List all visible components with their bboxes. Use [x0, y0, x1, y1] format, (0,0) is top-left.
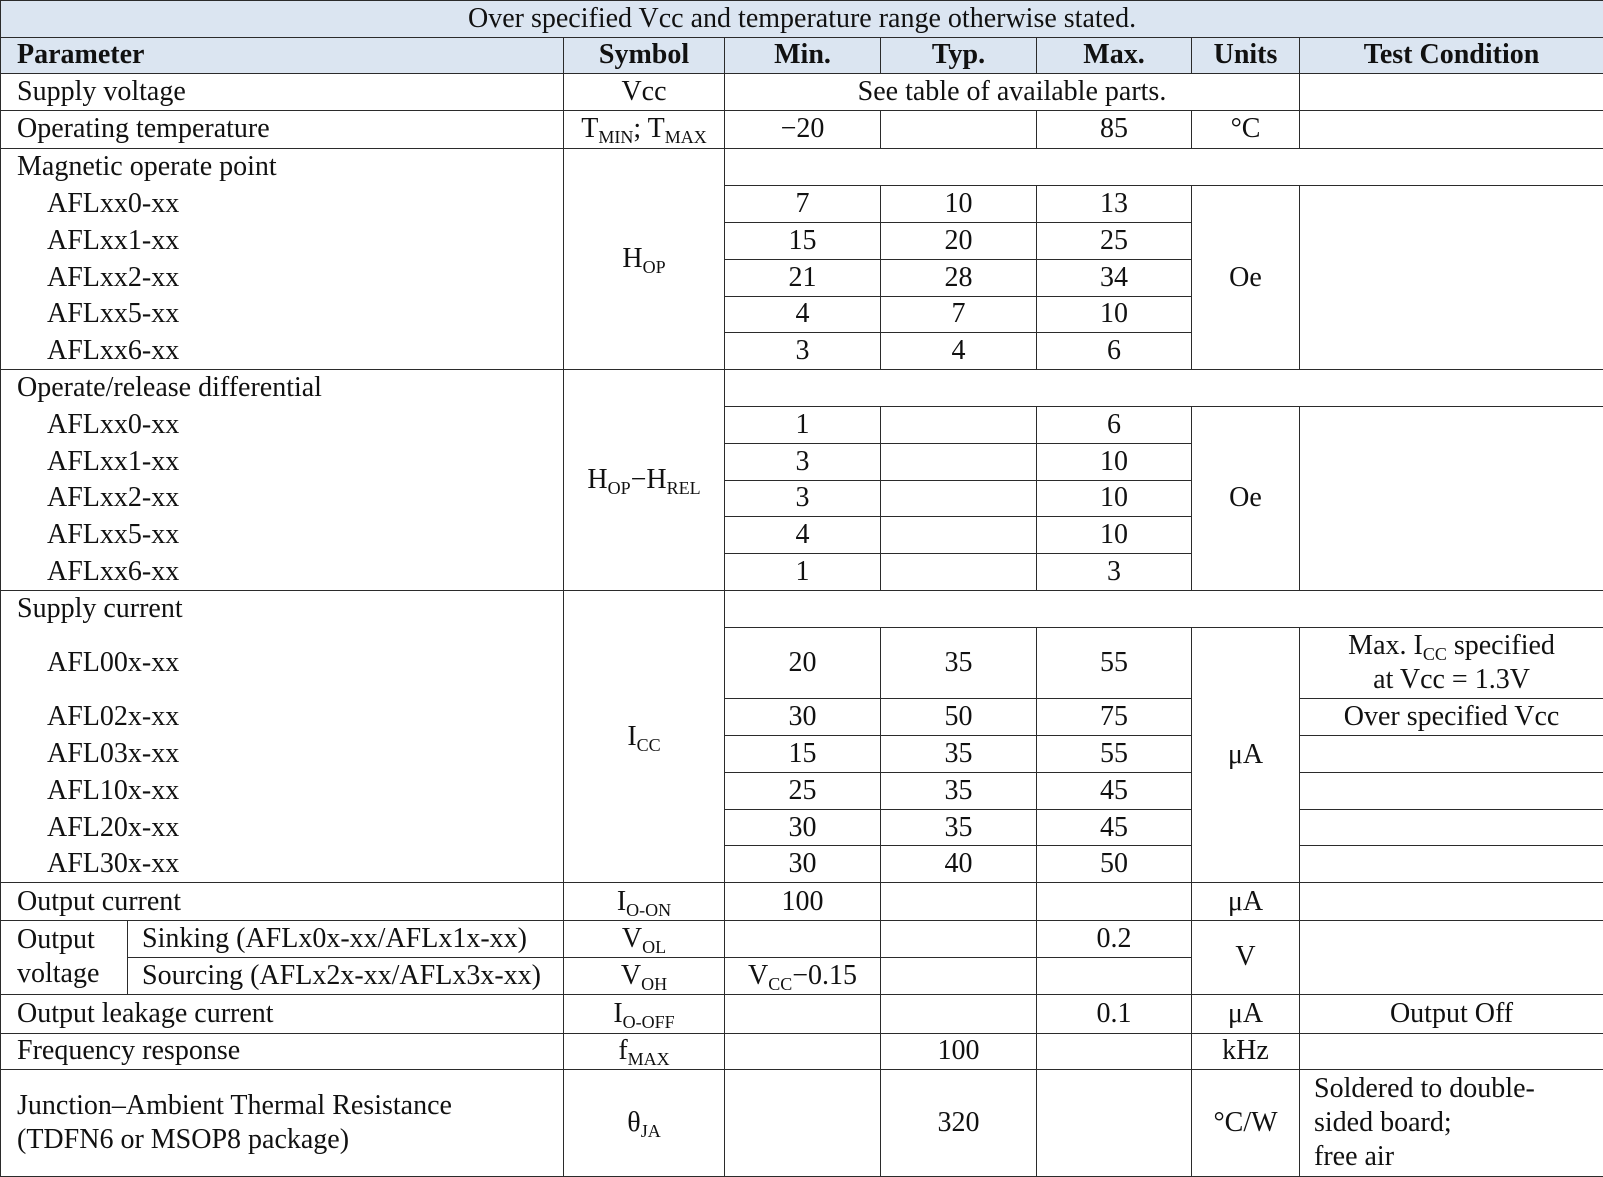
part-name: AFL00x-xx — [1, 627, 564, 699]
param-output-leakage-current: Output leakage current — [1, 994, 564, 1033]
value-typ: 7 — [881, 296, 1037, 333]
table-row — [1, 1033, 1603, 1070]
header-typ: Typ. — [881, 37, 1037, 73]
table-caption: Over specified Vcc and temperature range otherwise stated. — [1, 1, 1603, 38]
test-condition-over-vcc: Over specified Vcc — [1300, 699, 1603, 736]
value-max: 10 — [1037, 517, 1192, 554]
value-max: 13 — [1037, 186, 1192, 223]
part-name: AFLxx0-xx — [1, 186, 564, 223]
param-frequency-response: Frequency response — [1, 1033, 564, 1070]
empty-cell — [1037, 1070, 1192, 1177]
param-operating-temperature: Operating temperature — [1, 110, 564, 149]
symbol-theta-ja: $\theta_{JA}$ — [564, 1070, 725, 1177]
value-max: 50 — [1037, 846, 1192, 883]
table-row — [1, 149, 1603, 186]
value-max: 85 — [1037, 110, 1192, 149]
value-min: 100 — [725, 883, 881, 921]
part-name: AFLxx6-xx — [1, 554, 564, 591]
table-row — [1, 370, 1603, 407]
param-sinking: Sinking (AFLx0x-xx/AFLx1x-xx) — [128, 921, 564, 958]
table-row — [1, 736, 1603, 773]
test-condition-soldered: Soldered to double- sided board; free air — [1300, 1070, 1603, 1177]
value-typ: 35 — [881, 736, 1037, 773]
value-min: 20 — [725, 627, 881, 699]
part-name: AFL02x-xx — [1, 699, 564, 736]
symbol-voh: $V_{OH}$ — [564, 957, 725, 994]
units-microamp: μA — [1192, 627, 1300, 883]
empty-cell — [1300, 883, 1603, 921]
value-max: 10 — [1037, 296, 1192, 333]
symbol-fmax: $f_{MAX}$ — [564, 1033, 725, 1070]
empty-cell — [881, 921, 1037, 958]
value-min: 30 — [725, 809, 881, 846]
header-max: Max. — [1037, 37, 1192, 73]
part-name: AFLxx2-xx — [1, 480, 564, 517]
value-min: 30 — [725, 699, 881, 736]
symbol-hop-hrel: $H_{OP}-H_{REL}$ — [564, 370, 725, 591]
symbol-hop: $H_{OP}$ — [564, 149, 725, 370]
value-units: kHz — [1192, 1033, 1300, 1070]
part-name: AFL03x-xx — [1, 736, 564, 773]
value-typ — [881, 110, 1037, 149]
value-units: °C/W — [1192, 1070, 1300, 1177]
value-max: 34 — [1037, 259, 1192, 296]
value-typ: 20 — [881, 222, 1037, 259]
empty-cell — [881, 994, 1037, 1033]
caption-row — [1, 1, 1603, 38]
table-row — [1, 186, 1603, 223]
value-typ: 35 — [881, 627, 1037, 699]
header-symbol: Symbol — [564, 37, 725, 73]
table-row — [1, 1070, 1603, 1177]
value-typ — [881, 480, 1037, 517]
header-units: Units — [1192, 37, 1300, 73]
value-typ — [881, 406, 1037, 443]
value-max: 0.2 — [1037, 921, 1192, 958]
value-max: 45 — [1037, 772, 1192, 809]
value-typ: 4 — [881, 333, 1037, 370]
empty-cell — [881, 883, 1037, 921]
empty-cell — [725, 1033, 881, 1070]
value-min: 25 — [725, 772, 881, 809]
table-row — [1, 627, 1603, 699]
part-name: AFLxx2-xx — [1, 259, 564, 296]
empty-cell — [1300, 846, 1603, 883]
value-typ: 10 — [881, 186, 1037, 223]
table-row — [1, 406, 1603, 443]
param-supply-current: Supply current — [1, 590, 564, 627]
table-row — [1, 73, 1603, 110]
value-max: 45 — [1037, 809, 1192, 846]
value-max: 10 — [1037, 443, 1192, 480]
param-operate-release-differential: Operate/release differential — [1, 370, 564, 407]
empty-cell — [1037, 957, 1192, 994]
part-name: AFLxx5-xx — [1, 296, 564, 333]
value-min: 30 — [725, 846, 881, 883]
value-max: 6 — [1037, 333, 1192, 370]
units-oe: Oe — [1192, 186, 1300, 370]
empty-cell — [725, 1070, 881, 1177]
empty-cell — [725, 149, 1603, 186]
test-condition-output-off: Output Off — [1300, 994, 1603, 1033]
part-name: AFLxx0-xx — [1, 406, 564, 443]
table-row — [1, 809, 1603, 846]
empty-cell — [1300, 73, 1603, 110]
value-min: 3 — [725, 480, 881, 517]
empty-cell — [1037, 1033, 1192, 1070]
header-parameter: Parameter — [1, 37, 564, 73]
param-thermal-resistance: Junction–Ambient Thermal Resistance (TDFN6 or MSOP8 package) — [1, 1070, 564, 1177]
value-typ — [881, 517, 1037, 554]
param-sourcing: Sourcing (AFLx2x-xx/AFLx3x-xx) — [128, 957, 564, 994]
empty-cell — [1300, 921, 1603, 995]
value-typ: 28 — [881, 259, 1037, 296]
part-name: AFLxx5-xx — [1, 517, 564, 554]
part-name: AFLxx1-xx — [1, 222, 564, 259]
part-name: AFLxx6-xx — [1, 333, 564, 370]
value-min: $V_{CC}-0.15$ — [725, 957, 881, 994]
value-min: 3 — [725, 333, 881, 370]
param-magnetic-operate-point: Magnetic operate point — [1, 149, 564, 186]
header-min: Min. — [725, 37, 881, 73]
value-max: 55 — [1037, 736, 1192, 773]
empty-cell — [1300, 186, 1603, 370]
empty-cell — [725, 590, 1603, 627]
empty-cell — [725, 994, 881, 1033]
part-name: AFLxx1-xx — [1, 443, 564, 480]
value-min: 21 — [725, 259, 881, 296]
value-min: −20 — [725, 110, 881, 149]
symbol-tmin-tmax: $T_{MIN}$; $T_{MAX}$ — [564, 110, 725, 149]
table-row — [1, 590, 1603, 627]
value-min: 4 — [725, 296, 881, 333]
value-typ — [881, 554, 1037, 591]
table-row — [1, 883, 1603, 921]
value-min: 4 — [725, 517, 881, 554]
value-units: μA — [1192, 883, 1300, 921]
empty-cell — [1300, 406, 1603, 590]
table-row — [1, 921, 1603, 958]
supply-voltage-note: See table of available parts. — [725, 73, 1300, 110]
empty-cell — [1300, 772, 1603, 809]
value-typ: 50 — [881, 699, 1037, 736]
value-units: °C — [1192, 110, 1300, 149]
empty-cell — [1037, 883, 1192, 921]
empty-cell — [725, 370, 1603, 407]
header-row — [1, 37, 1603, 73]
symbol-vcc: Vcc — [564, 73, 725, 110]
value-typ: 320 — [881, 1070, 1037, 1177]
value-typ: 40 — [881, 846, 1037, 883]
param-output-current: Output current — [1, 883, 564, 921]
empty-cell — [1300, 110, 1603, 149]
value-min: 15 — [725, 222, 881, 259]
empty-cell — [1300, 809, 1603, 846]
value-min: 1 — [725, 554, 881, 591]
empty-cell — [1300, 1033, 1603, 1070]
part-name: AFL10x-xx — [1, 772, 564, 809]
symbol-io-on: $I_{O-ON}$ — [564, 883, 725, 921]
symbol-vol: $V_{OL}$ — [564, 921, 725, 958]
param-supply-voltage: Supply voltage — [1, 73, 564, 110]
value-min: 15 — [725, 736, 881, 773]
value-units: μA — [1192, 994, 1300, 1033]
table-row — [1, 772, 1603, 809]
table-row — [1, 994, 1603, 1033]
empty-cell — [1300, 736, 1603, 773]
units-oe: Oe — [1192, 406, 1300, 590]
symbol-icc: $I_{CC}$ — [564, 590, 725, 882]
value-max: 0.1 — [1037, 994, 1192, 1033]
value-max: 25 — [1037, 222, 1192, 259]
table-row — [1, 110, 1603, 149]
table-row — [1, 699, 1603, 736]
symbol-io-off: $I_{O-OFF}$ — [564, 994, 725, 1033]
value-min: 3 — [725, 443, 881, 480]
empty-cell — [881, 957, 1037, 994]
table-row — [1, 846, 1603, 883]
units-volt: V — [1192, 921, 1300, 995]
value-typ: 100 — [881, 1033, 1037, 1070]
header-test-condition: Test Condition — [1300, 37, 1603, 73]
value-typ — [881, 443, 1037, 480]
part-name: AFL20x-xx — [1, 809, 564, 846]
value-max: 75 — [1037, 699, 1192, 736]
value-max: 10 — [1037, 480, 1192, 517]
test-condition-max-icc: Max. $I_{CC}$ specified at Vcc = 1.3V — [1300, 627, 1603, 699]
value-min: 1 — [725, 406, 881, 443]
value-max: 6 — [1037, 406, 1192, 443]
value-max: 55 — [1037, 627, 1192, 699]
value-min: 7 — [725, 186, 881, 223]
part-name: AFL30x-xx — [1, 846, 564, 883]
value-typ: 35 — [881, 809, 1037, 846]
empty-cell — [725, 921, 881, 958]
value-typ: 35 — [881, 772, 1037, 809]
value-max: 3 — [1037, 554, 1192, 591]
param-output-voltage: Output voltage — [1, 921, 128, 995]
